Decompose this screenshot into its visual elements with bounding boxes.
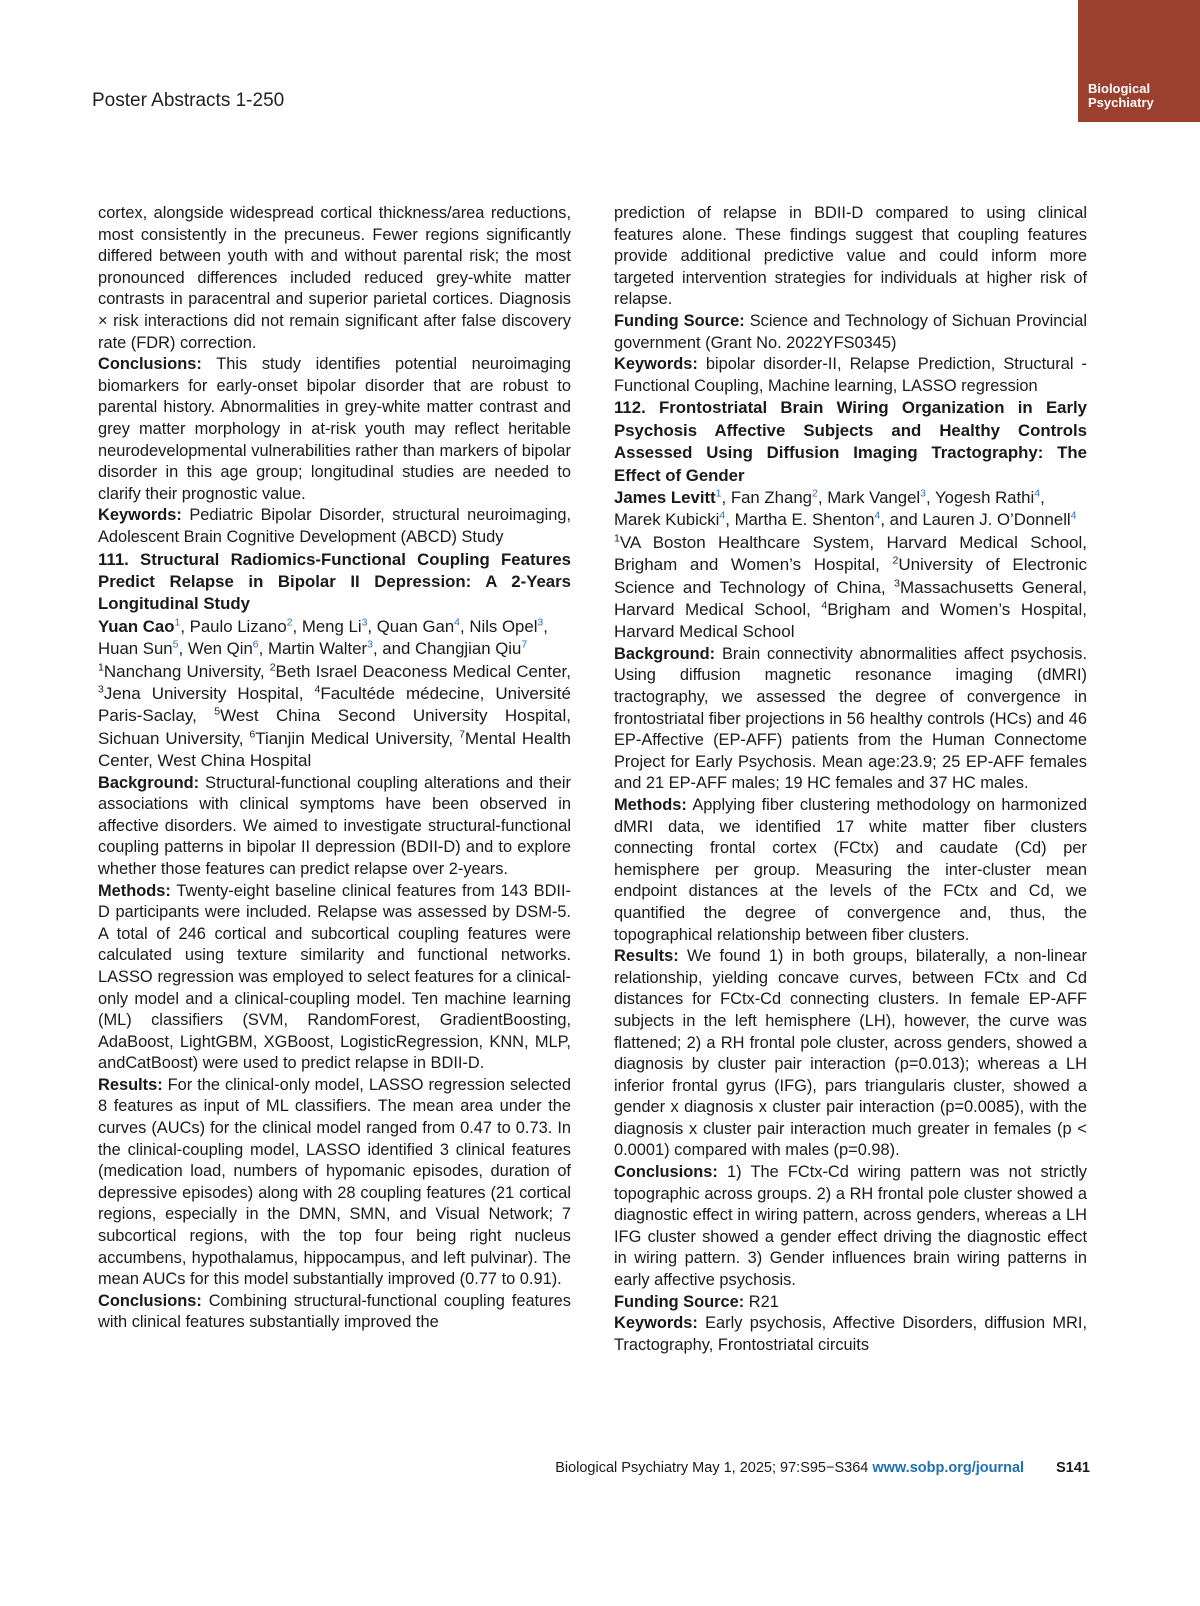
affiliation-marker[interactable]: 3 <box>920 487 926 500</box>
background-label: Background: <box>98 773 200 792</box>
author-separator: , and <box>372 639 415 659</box>
page-footer <box>555 1460 1090 1476</box>
prev-abstract-results-continued: cortex, alongside widespread cortical thickness/area reductions, most consistently in the precuneus. Fewer regions significantly differed between youth with and without parental risk; the most pronounced differences included reduced grey-white matter contrasts in paracentral and superior parietal cortices. Diagnosis × risk interactions did not remain significant after false discovery rate (FDR) correction. <box>98 204 571 352</box>
affiliation-number: 3 <box>98 683 104 696</box>
affiliation-number: 1 <box>98 660 104 673</box>
conclusions-text: Combining structural-functional coupling features with clinical features substantially improved the <box>98 1291 571 1332</box>
funding-label: Funding Source: <box>614 311 745 330</box>
affiliation-text: West China Second University Hospital, Sichuan University, <box>98 706 571 748</box>
affiliation-text: Massachusetts General, Harvard Medical School, <box>614 577 1087 619</box>
conclusions-label: Conclusions: <box>614 1163 718 1182</box>
author-name: Huan Sun <box>98 639 173 659</box>
keywords-text: bipolar disorder-II, Relapse Prediction, Structural -Functional Coupling, Machine learning, LASSO regression <box>614 355 1088 395</box>
funding-text: Science and Technology of Sichuan Provincial government (Grant No. 2022YFS0345) <box>614 311 1087 352</box>
left-column <box>98 203 571 1334</box>
journal-logo <box>1078 0 1200 122</box>
affiliation-marker[interactable]: 4 <box>454 616 461 629</box>
affiliation-text: Nanchang University, <box>103 661 270 681</box>
keywords-label: Keywords: <box>614 1314 698 1333</box>
author-separator: , <box>543 616 548 636</box>
author-separator: , <box>725 510 735 530</box>
footer-citation: Biological Psychiatry May 1, 2025; 97:S95−S364 <box>555 1460 869 1476</box>
funding-text: R21 <box>748 1292 779 1311</box>
journal-url-link[interactable]: www.sobp.org/journal <box>872 1460 1025 1476</box>
author-name: Marek Kubicki <box>614 510 720 530</box>
results-label: Results: <box>614 947 679 966</box>
author-name: Mark Vangel <box>827 487 921 507</box>
affiliation-marker[interactable]: 7 <box>521 638 528 651</box>
prev-abstract-conclusions <box>98 354 571 505</box>
abstract-111-authors <box>98 616 571 661</box>
affiliation-marker[interactable]: 1 <box>174 616 181 629</box>
affiliation-marker[interactable]: 4 <box>1070 509 1077 522</box>
results-label: Results: <box>98 1075 163 1094</box>
abstract-112-conclusions <box>614 1162 1087 1292</box>
abstract-111-conclusions <box>98 1291 571 1334</box>
affiliation-marker[interactable]: 5 <box>172 638 179 651</box>
affiliation-number: 2 <box>269 660 276 673</box>
affiliation-number: 5 <box>214 705 221 718</box>
conclusions-label: Conclusions: <box>98 355 202 374</box>
author-separator: , <box>460 616 470 636</box>
abstract-111-keywords <box>614 354 1087 397</box>
author-name: James Levitt <box>614 487 716 507</box>
author-name: Martin Walter <box>267 639 368 659</box>
author-name: Fan Zhang <box>730 487 813 507</box>
author-name: Martha E. Shenton <box>734 510 875 530</box>
conclusions-text: 1) The FCtx-Cd wiring pattern was not strictly topographic across groups. 2) a RH frontal pole cluster showed a diagnostic effect in wiring pattern, across genders, whereas a LH IFG cluster showed a gender effect driving the diagnostic effect in wiring pattern. 3) Gender influences brain wiring patterns in early affective psychosis. <box>614 1163 1087 1290</box>
abstract-111-funding <box>614 311 1087 354</box>
keywords-label: Keywords: <box>614 355 698 374</box>
background-text: Brain connectivity abnormalities affect psychosis. Using diffusion magnetic resonance imaging (dMRI) tractography, we assessed the degree of convergence in frontostriatal fiber projections in 56 healthy controls (HCs) and 46 EP-Affective (EP-AFF) patients from the Human Connectome Project for Early Psychosis. Mean age:23.9; 25 EP-AFF females and 21 EP-AFF males; 19 HC females and 37 HC males. <box>614 644 1087 793</box>
author-separator: , <box>292 616 302 636</box>
results-text: We found 1) in both groups, bilaterally, a non-linear relationship, yielding concave curves, between FCtx and Cd distances for FCtx-Cd connecting clusters. In female EP-AFF subjects in the left hemisphere (LH), however, the curve was flattened; 2) a RH frontal pole cluster, across genders, showed a diagnosis by cluster pair interaction (p=0.013); whereas a LH inferior frontal gyrus (IFG), pars triangularis cluster, showed a gender x diagnosis x cluster pair interaction (p=0.0085), with the diagnosis x cluster pair interaction much greater in females (p < 0.0001) compared with males (p=0.98). <box>614 947 1087 1160</box>
abstract-111-background <box>98 773 571 881</box>
affiliation-marker[interactable]: 3 <box>367 638 373 651</box>
prev-abstract-keywords <box>98 505 571 548</box>
background-text: Structural-functional coupling alterations and their associations with clinical symptoms have been observed in affective disorders. We aimed to investigate structural-functional coupling patterns in bipolar II depression (BDII-D) and to explore whether those features can predict relapse over 2-years. <box>98 773 571 878</box>
abstract-112-background <box>614 644 1087 795</box>
keywords-label: Keywords: <box>98 506 182 525</box>
affiliation-marker[interactable]: 4 <box>874 509 881 522</box>
affiliation-marker[interactable]: 2 <box>286 616 293 629</box>
abstract-111-affiliations <box>98 661 571 773</box>
results-text: For the clinical-only model, LASSO regression selected 8 features as input of ML classifiers. The mean area under the curves (AUCs) for the clinical model ranged from 0.47 to 0.73. In the clinical-coupling model, LASSO identified 3 clinical features (medication load, numbers of hypomanic episodes, duration of depressive episodes) along with 28 coupling features (21 cortical regions, especially in the DMN, SMN, and Visual Network; 7 subcortical regions, with the top four being right nucleus accumbens, hypothalamus, hippocampus, and left pulvinar). The mean AUCs for this model substantially improved (0.77 to 0.91). <box>98 1075 572 1289</box>
methods-text: Twenty-eight baseline clinical features from 143 BDII-D participants were included. Relapse was assessed by DSM-5. A total of 246 cortical and subcortical coupling features were calculated using texture similarity and functional networks. LASSO regression was employed to select features for a clinical-only model and a clinical-coupling model. Ten machine learning (ML) classifiers (SVM, RandomForest, GradientBoosting, AdaBoost, LightGBM, XGBoost, LogisticRegression, KNN, MLP, andCatBoost) were used to predict relapse in BDII-D. <box>98 881 571 1073</box>
affiliation-marker[interactable]: 2 <box>812 487 818 500</box>
affiliation-marker[interactable]: 3 <box>361 616 368 629</box>
author-name: Nils Opel <box>469 616 538 636</box>
author-name: Wen Qin <box>187 639 253 659</box>
author-separator: , <box>1040 487 1045 507</box>
affiliation-text: Brigham and Women’s Hospital, Harvard Medical School <box>614 600 1087 642</box>
methods-label: Methods: <box>98 881 171 900</box>
abstract-112-funding <box>614 1292 1087 1314</box>
affiliation-number: 6 <box>249 728 256 741</box>
abstract-112-affiliations <box>614 532 1087 644</box>
affiliation-text: Tianjin Medical University, <box>255 728 460 748</box>
keywords-text: Pediatric Bipolar Disorder, structural neuroimaging, Adolescent Brain Cognitive Development (ABCD) Study <box>98 506 571 546</box>
affiliation-number: 4 <box>314 683 321 696</box>
author-name: Meng Li <box>301 616 362 636</box>
affiliation-text: Jena University Hospital, <box>103 683 315 703</box>
author-name: Quan Gan <box>376 616 455 636</box>
affiliation-number: 7 <box>459 728 465 741</box>
methods-label: Methods: <box>614 795 687 814</box>
affiliation-marker[interactable]: 1 <box>715 487 722 500</box>
affiliation-number: 2 <box>892 554 899 567</box>
affiliation-text: University of Electronic Science and Technology of China, <box>614 555 1087 597</box>
running-head: Poster Abstracts 1-250 <box>92 90 285 111</box>
abstract-112-keywords <box>614 1313 1087 1356</box>
conclusions-label: Conclusions: <box>98 1291 202 1310</box>
affiliation-text: Facultéde médecine, Université Paris-Saclay, <box>98 683 571 726</box>
author-separator: , <box>178 639 188 659</box>
abstract-112-results <box>614 946 1087 1162</box>
funding-label: Funding Source: <box>614 1292 745 1311</box>
affiliation-text: Mental Health Center, West China Hospital <box>98 728 572 771</box>
keywords-text: Early psychosis, Affective Disorders, diffusion MRI, Tractography, Frontostriatal circuits <box>614 1314 1087 1354</box>
abstract-112-title: 112. Frontostriatal Brain Wiring Organization in Early Psychosis Affective Subjects and Healthy Controls Assessed Using Diffusion Imaging Tractography: The Effect of Gender <box>614 398 1087 485</box>
methods-text: Applying fiber clustering methodology on harmonized dMRI data, we identified 17 white matter fiber clusters connecting frontal cortex (FCtx) and caudate (Cd) per hemisphere per group. Measuring the inter-cluster mean endpoint distances at the levels of the FCtx and Cd, we quantified the degree of convergence and, thus, the topographical relationship between fiber clusters. <box>614 795 1087 944</box>
abstract-111-conclusions-continued: prediction of relapse in BDII-D compared to using clinical features alone. These findings suggest that coupling features provide additional predictive value and could inform more targeted intervention strategies for individuals at higher risk of relapse. <box>614 204 1087 309</box>
abstract-111-results <box>98 1075 571 1291</box>
affiliation-marker[interactable]: 4 <box>719 509 726 522</box>
abstract-112-methods <box>614 795 1087 946</box>
author-separator: , <box>817 487 828 507</box>
author-separator: , <box>180 616 190 636</box>
author-name: Yogesh Rathi <box>935 487 1035 507</box>
affiliation-marker[interactable]: 6 <box>252 638 259 651</box>
affiliation-number: 3 <box>894 576 900 589</box>
background-label: Background: <box>614 644 716 663</box>
author-name: Yuan Cao <box>98 616 175 636</box>
right-column <box>614 203 1087 1356</box>
page-number: S141 <box>1056 1460 1090 1476</box>
author-separator: , <box>926 487 936 507</box>
affiliation-text: VA Boston Healthcare System, Harvard Medical School, Brigham and Women’s Hospital, <box>614 532 1087 575</box>
abstract-111-title: 111. Structural Radiomics-Functional Coupling Features Predict Relapse in Bipolar II Depression: A 2-Years Longitudinal Study <box>98 549 571 614</box>
author-separator: , <box>258 639 268 659</box>
author-separator: , <box>721 487 731 507</box>
author-name: Lauren J. O’Donnell <box>922 510 1071 530</box>
conclusions-text: This study identifies potential neuroimaging biomarkers for early-onset bipolar disorder that are robust to parental history. Abnormalities in grey-white matter contrast and grey matter morphology in at-risk youth may reflect heritable neurodevelopmental vulnerabilities rather than markers of bipolar disorder in this age group; longitudinal studies are needed to clarify their prognostic value. <box>98 355 571 503</box>
abstract-111-methods <box>98 881 571 1075</box>
affiliation-marker[interactable]: 4 <box>1034 487 1041 500</box>
author-separator: , and <box>880 510 923 530</box>
affiliation-marker[interactable]: 3 <box>537 616 544 629</box>
journal-logo-line1: Biological <box>1088 81 1151 96</box>
journal-logo-line2: Psychiatry <box>1088 95 1154 110</box>
author-name: Paulo Lizano <box>189 616 287 636</box>
abstract-112-authors <box>614 487 1087 532</box>
affiliation-number: 1 <box>614 532 620 545</box>
author-name: Changjian Qiu <box>414 639 522 659</box>
affiliation-number: 4 <box>821 599 828 612</box>
author-separator: , <box>367 616 377 636</box>
affiliation-text: Beth Israel Deaconess Medical Center, <box>275 661 571 681</box>
